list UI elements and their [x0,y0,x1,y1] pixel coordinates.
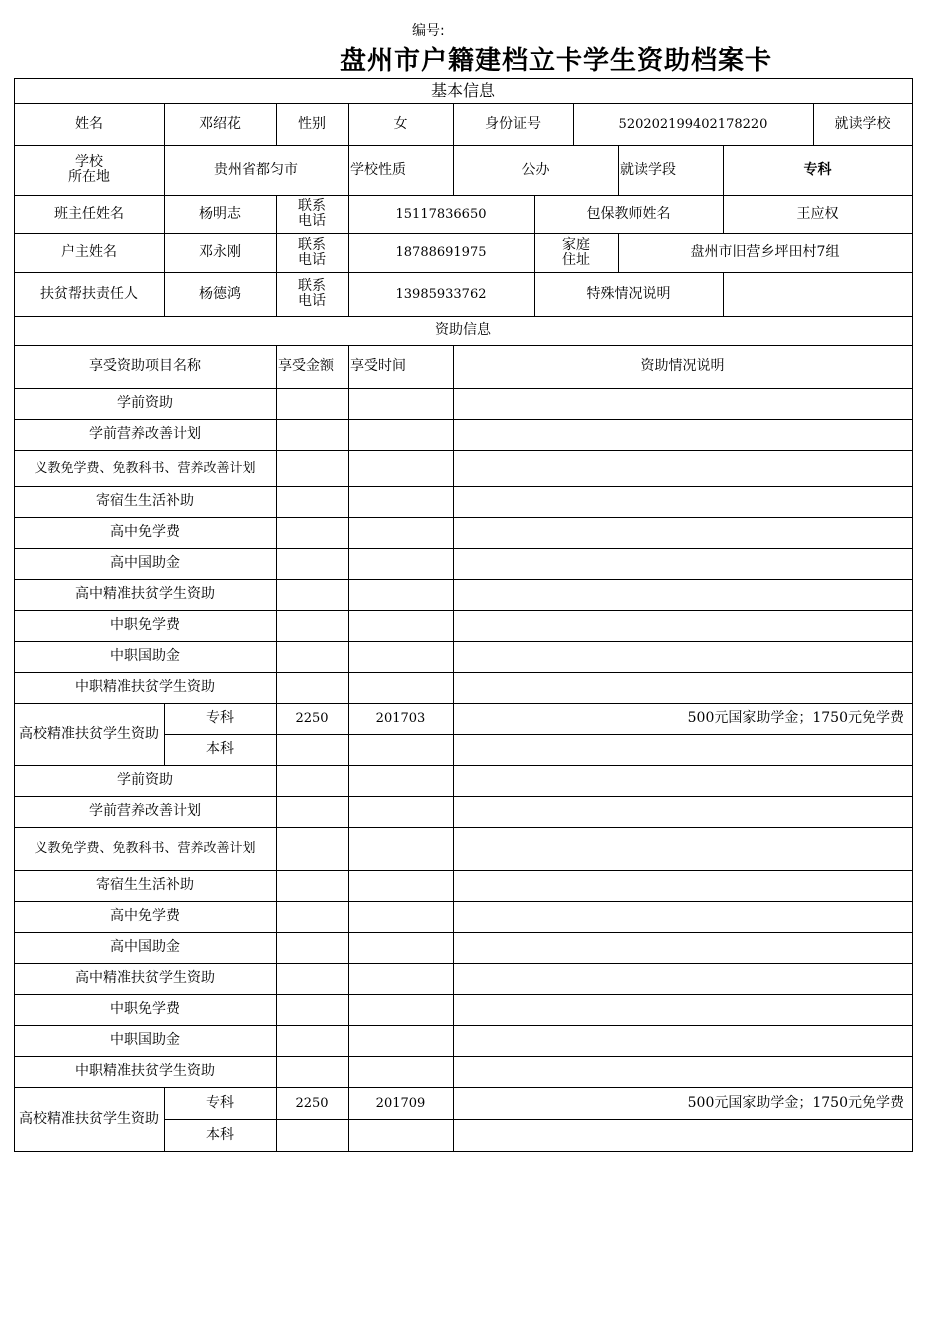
uni-amount: 2250 [295,1095,329,1111]
label-line: 电话 [298,251,326,268]
grid-line [276,870,277,902]
grid-line [14,1151,913,1152]
id-label: 身份证号 [485,115,541,132]
stage-label: 就读学段 [620,161,676,178]
gender-label: 性别 [298,115,326,132]
label-line: 电话 [298,293,326,309]
grid-line [453,870,454,902]
stage-value: 专科 [803,161,832,178]
uni-amount [276,734,348,765]
address-label [534,233,618,272]
grid-line [348,419,349,451]
aid-item-label: 中职免学费 [110,1001,180,1017]
householder-phone-label [276,233,348,272]
aid-item-label: 义教免学费、免教科书、营养改善计划 [34,460,256,476]
uni-level: 本科 [206,741,234,757]
aid-item-label: 高中精准扶贫学生资助 [75,586,215,602]
grid-line [348,610,349,642]
uni-time: 201709 [375,1095,426,1111]
aid-item-label: 中职国助金 [110,648,180,664]
grid-line [348,870,349,902]
col-amount-header: 享受金额 [278,358,334,374]
grid-line [453,765,454,797]
grid-line [276,486,277,518]
special-value [723,272,912,316]
grid-line [348,765,349,797]
aid-item-label: 高中国助金 [110,555,180,571]
school-location-value: 贵州省都匀市 [214,161,298,178]
helper-phone-label [276,272,348,316]
grid-line [453,672,454,704]
grid-line [348,1025,349,1057]
grid-line [348,672,349,704]
name-value: 邓绍花 [199,115,241,132]
grid-line [276,641,277,673]
grid-line [453,486,454,518]
label-line: 学校 [75,154,103,170]
special-label: 特殊情况说明 [586,285,671,302]
uni-level: 本科 [206,1126,234,1143]
grid-line [276,672,277,704]
grid-line [453,1025,454,1057]
grid-line [276,1056,277,1088]
label-line: 所在地 [68,169,110,185]
grid-line [453,1056,454,1088]
aid-item-label: 学前营养改善计划 [89,803,201,819]
aid-item-label: 高中精准扶贫学生资助 [75,970,215,986]
grid-line [348,994,349,1026]
grid-line [348,641,349,673]
grid-line [276,827,277,871]
grid-line [453,901,454,933]
uni-amount [276,1119,348,1151]
grid-line [276,796,277,828]
grid-line [276,901,277,933]
grid-line [348,517,349,549]
grid-line [348,827,349,871]
guarantor-value: 王应权 [796,205,839,222]
aid-item-label: 中职精准扶贫学生资助 [75,679,215,695]
uni-note [453,734,912,765]
grid-line [453,796,454,828]
helper-value: 杨德鸿 [199,285,241,302]
aid-item-label: 学前营养改善计划 [89,426,201,442]
grid-line [276,388,277,420]
grid-line [453,827,454,871]
name-label: 姓名 [75,115,103,132]
teacher-label: 班主任姓名 [54,205,124,222]
grid-line [912,78,913,1152]
label-line: 家庭 [562,236,590,253]
uni-time: 201703 [375,711,426,726]
uni-level: 专科 [206,1094,234,1111]
uni-time [348,734,453,765]
col-project-header: 享受资助项目名称 [89,358,201,374]
uni-amount: 2250 [295,711,329,726]
grid-line [348,388,349,420]
grid-line [348,450,349,487]
grid-line [276,548,277,580]
grid-line [453,932,454,964]
householder-phone-value: 18788691975 [395,245,487,260]
grid-line [348,963,349,995]
grid-line [276,610,277,642]
page-title: 盘州市户籍建档立卡学生资助档案卡 [340,46,773,76]
grid-line [348,901,349,933]
grid-line [453,579,454,611]
grid-line [276,765,277,797]
householder-label: 户主姓名 [61,244,117,260]
grid-line [276,932,277,964]
school-type-label: 学校性质 [350,161,406,178]
grid-line [348,932,349,964]
aid-item-label: 高中免学费 [110,524,180,540]
grid-line [453,610,454,642]
school-type-value: 公办 [521,161,550,178]
grid-line [453,450,454,487]
aid-item-label: 中职精准扶贫学生资助 [75,1063,215,1079]
label-line: 电话 [298,213,326,229]
householder-value: 邓永刚 [199,244,241,260]
aid-item-label: 高中免学费 [110,908,180,924]
uni-time [348,1119,453,1151]
school-label: 就读学校 [834,115,891,132]
uni-level: 专科 [206,710,234,726]
address-value: 盘州市旧营乡坪田村7组 [690,244,840,260]
id-value: 520202199402178220 [618,116,768,132]
section-title-aid: 资助信息 [435,322,491,338]
grid-line [276,517,277,549]
grid-line [453,388,454,420]
uni-note: 500元国家助学金；1750元免学费 [687,1094,904,1111]
helper-label: 扶贫帮扶责任人 [40,285,138,302]
grid-line [348,548,349,580]
helper-phone-value: 13985933762 [395,286,487,302]
grid-line [348,579,349,611]
grid-line [348,796,349,828]
col-note-header: 资助情况说明 [640,358,725,374]
aid-item-label: 寄宿生生活补助 [96,493,194,509]
grid-line [453,963,454,995]
aid-item-label: 中职免学费 [110,617,180,633]
grid-line [453,548,454,580]
grid-line [276,450,277,487]
section-title-basic: 基本信息 [430,81,495,100]
teacher-value: 杨明志 [199,205,241,222]
grid-line [453,994,454,1026]
grid-line [453,419,454,451]
aid-item-label: 中职国助金 [110,1032,180,1048]
label-line: 住址 [562,251,590,268]
label-line: 联系 [298,278,326,294]
grid-line [453,641,454,673]
teacher-phone-label [276,195,348,233]
col-time-header: 享受时间 [350,358,406,374]
label-line: 联系 [298,198,326,214]
grid-line [276,419,277,451]
grid-line [348,1056,349,1088]
uni-aid-label: 高校精准扶贫学生资助 [19,725,159,742]
grid-line [276,963,277,995]
uni-note: 500元国家助学金；1750元免学费 [687,710,904,726]
label-line: 联系 [298,236,326,253]
aid-item-label: 义教免学费、免教科书、营养改善计划 [34,841,256,856]
aid-item-label: 学前资助 [117,772,173,788]
grid-line [348,486,349,518]
grid-line [276,579,277,611]
serial-number-label: 编号: [412,23,445,39]
grid-line [453,517,454,549]
grid-line [276,994,277,1026]
aid-item-label: 寄宿生生活补助 [96,877,194,893]
teacher-phone-value: 15117836650 [395,206,487,222]
grid-line [276,1025,277,1057]
uni-aid-label: 高校精准扶贫学生资助 [19,1110,159,1127]
school-location-label [14,145,164,195]
uni-note [453,1119,912,1151]
aid-item-label: 学前资助 [117,395,173,411]
guarantor-label: 包保教师姓名 [586,205,671,222]
aid-item-label: 高中国助金 [110,939,180,955]
gender-value: 女 [393,115,408,132]
